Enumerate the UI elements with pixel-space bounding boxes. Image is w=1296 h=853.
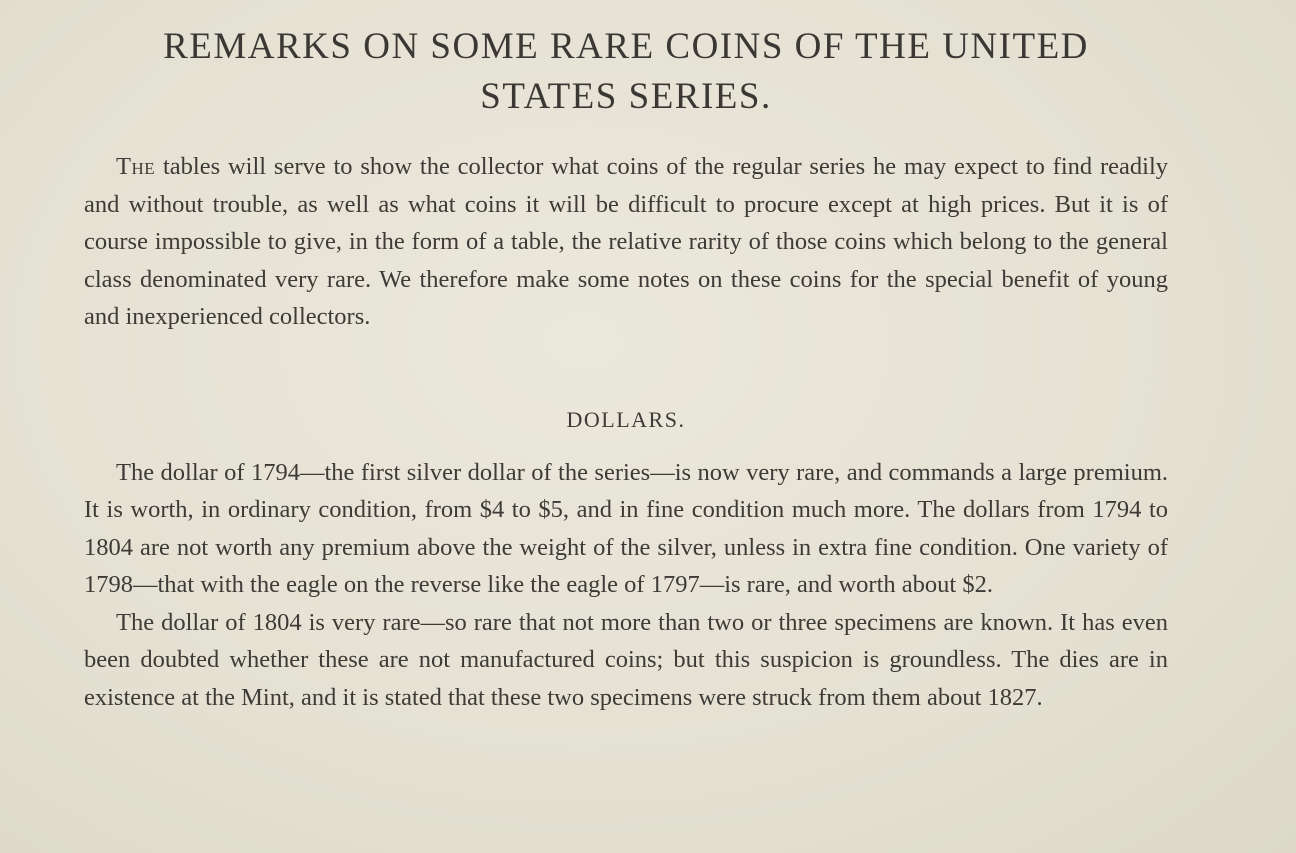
intro-paragraph [84,148,1168,336]
intro-text: tables will serve to show the collector what coins of the regular series he may expect to find readily and without trouble, as well as what coins it will be difficult to procure except at high prices. But it is of course impossible to give, in the form of a table, the relative rarity of those coins which belong to the general class denominated very rare. We therefore make some notes on these coins for the special benefit of young and inexperienced collectors. [84,153,1169,330]
page-title-line-2: STATES SERIES. [480,76,772,117]
dollars-paragraph-2: The dollar of 1804 is very rare—so rare that not more than two or three specimens are known. It has even been doubted whether these are not manufactured coins; but this suspicion is groundless. The dies are in existence at the Mint, and it is stated that these two specimens were struck from them about 1827. [84,608,1168,711]
page-title [84,0,1168,122]
dollars-paragraph-1: The dollar of 1794—the first silver dollar of the series—is now very rare, and commands a large premium. It is worth, in ordinary condition, from $4 to $5, and in fine condition much more. The dollars from 1794 to 1804 are not worth any premium above the weight of the silver, unless in extra fine condition. One variety of 1798—that with the eagle on the reverse like the eagle of 1797—is rare, and worth about $2. [84,458,1168,598]
page-title-line-1: REMARKS ON SOME RARE COINS OF THE UNITED [163,26,1089,67]
section-heading-dollars: DOLLARS. [566,406,686,432]
book-page [84,0,1168,716]
intro-lead-word: The [116,153,156,180]
